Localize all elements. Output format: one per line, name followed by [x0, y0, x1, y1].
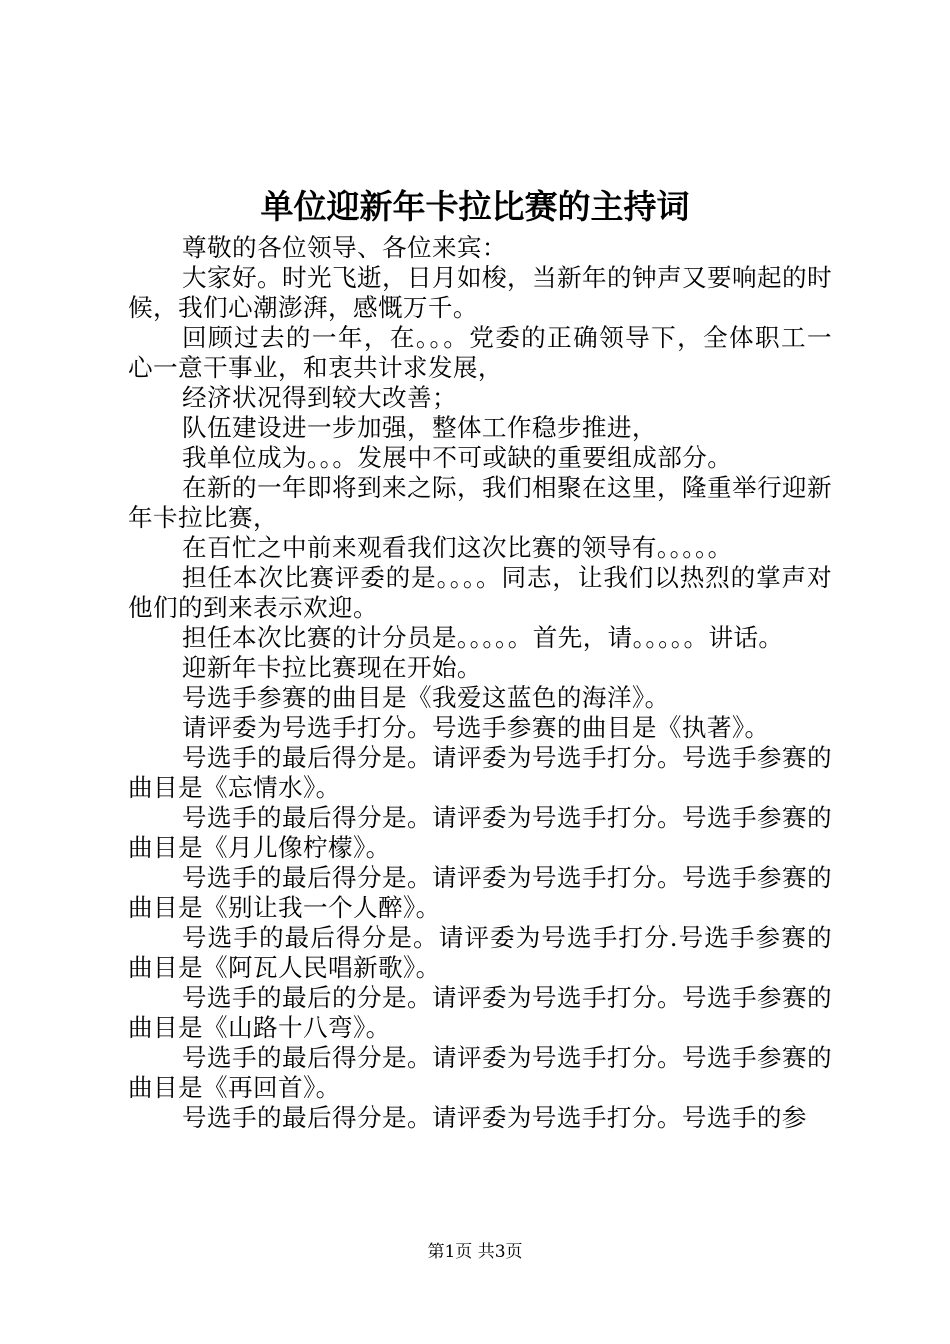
- paragraph-16: 号选手的最后得分是。请评委为号选手打分。号选手参赛的曲目是《别让我一个人醉》。: [128, 863, 832, 922]
- paragraph-4: 经济状况得到较大改善；: [182, 383, 457, 412]
- paragraph-17: 号选手的最后得分是。请评委为号选手打分.号选手参赛的曲目是《阿瓦人民唱新歌》。: [128, 923, 832, 982]
- paragraph-5: 队伍建设进一步加强，整体工作稳步推进，: [182, 413, 657, 442]
- page-number-footer: 第1页 共3页: [427, 1242, 523, 1262]
- paragraph-14: 号选手的最后得分是。请评委为号选手打分。号选手参赛的曲目是《忘情水》。: [128, 743, 832, 802]
- paragraph-9: 担任本次比赛评委的是。。。。同志，让我们以热烈的掌声对他们的到来表示欢迎。: [128, 563, 832, 622]
- paragraph-20: 号选手的最后得分是。请评委为号选手打分。号选手的参: [182, 1103, 807, 1132]
- document-body: [128, 233, 832, 1133]
- paragraph-19: 号选手的最后得分是。请评委为号选手打分。号选手参赛的曲目是《再回首》。: [128, 1043, 832, 1102]
- document-title: 单位迎新年卡拉比赛的主持词: [260, 187, 690, 226]
- paragraph-6: 我单位成为。。。发展中不可或缺的重要组成部分。: [182, 443, 733, 472]
- paragraph-11: 迎新年卡拉比赛现在开始。: [182, 653, 482, 682]
- paragraph-12: 号选手参赛的曲目是《我爱这蓝色的海洋》。: [182, 683, 670, 712]
- paragraph-18: 号选手的最后的分是。请评委为号选手打分。号选手参赛的曲目是《山路十八弯》。: [128, 983, 832, 1042]
- paragraph-15: 号选手的最后得分是。请评委为号选手打分。号选手参赛的曲目是《月儿像柠檬》。: [128, 803, 832, 862]
- paragraph-13: 请评委为号选手打分。号选手参赛的曲目是《执著》。: [182, 713, 770, 742]
- paragraph-8: 在百忙之中前来观看我们这次比赛的领导有。。。。。: [182, 533, 733, 562]
- paragraph-10: 担任本次比赛的计分员是。。。。。首先，请。。。。。讲话。: [182, 623, 784, 652]
- paragraph-2: 大家好。时光飞逝，日月如梭，当新年的钟声又要响起的时候，我们心潮澎湃，感慨万千。: [128, 263, 832, 322]
- paragraph-3: 回顾过去的一年，在。。。党委的正确领导下，全体职工一心一意干事业，和衷共计求发展，: [128, 323, 832, 382]
- paragraph-1: 尊敬的各位领导、各位来宾：: [182, 233, 507, 262]
- paragraph-7: 在新的一年即将到来之际，我们相聚在这里，隆重举行迎新年卡拉比赛，: [128, 473, 832, 532]
